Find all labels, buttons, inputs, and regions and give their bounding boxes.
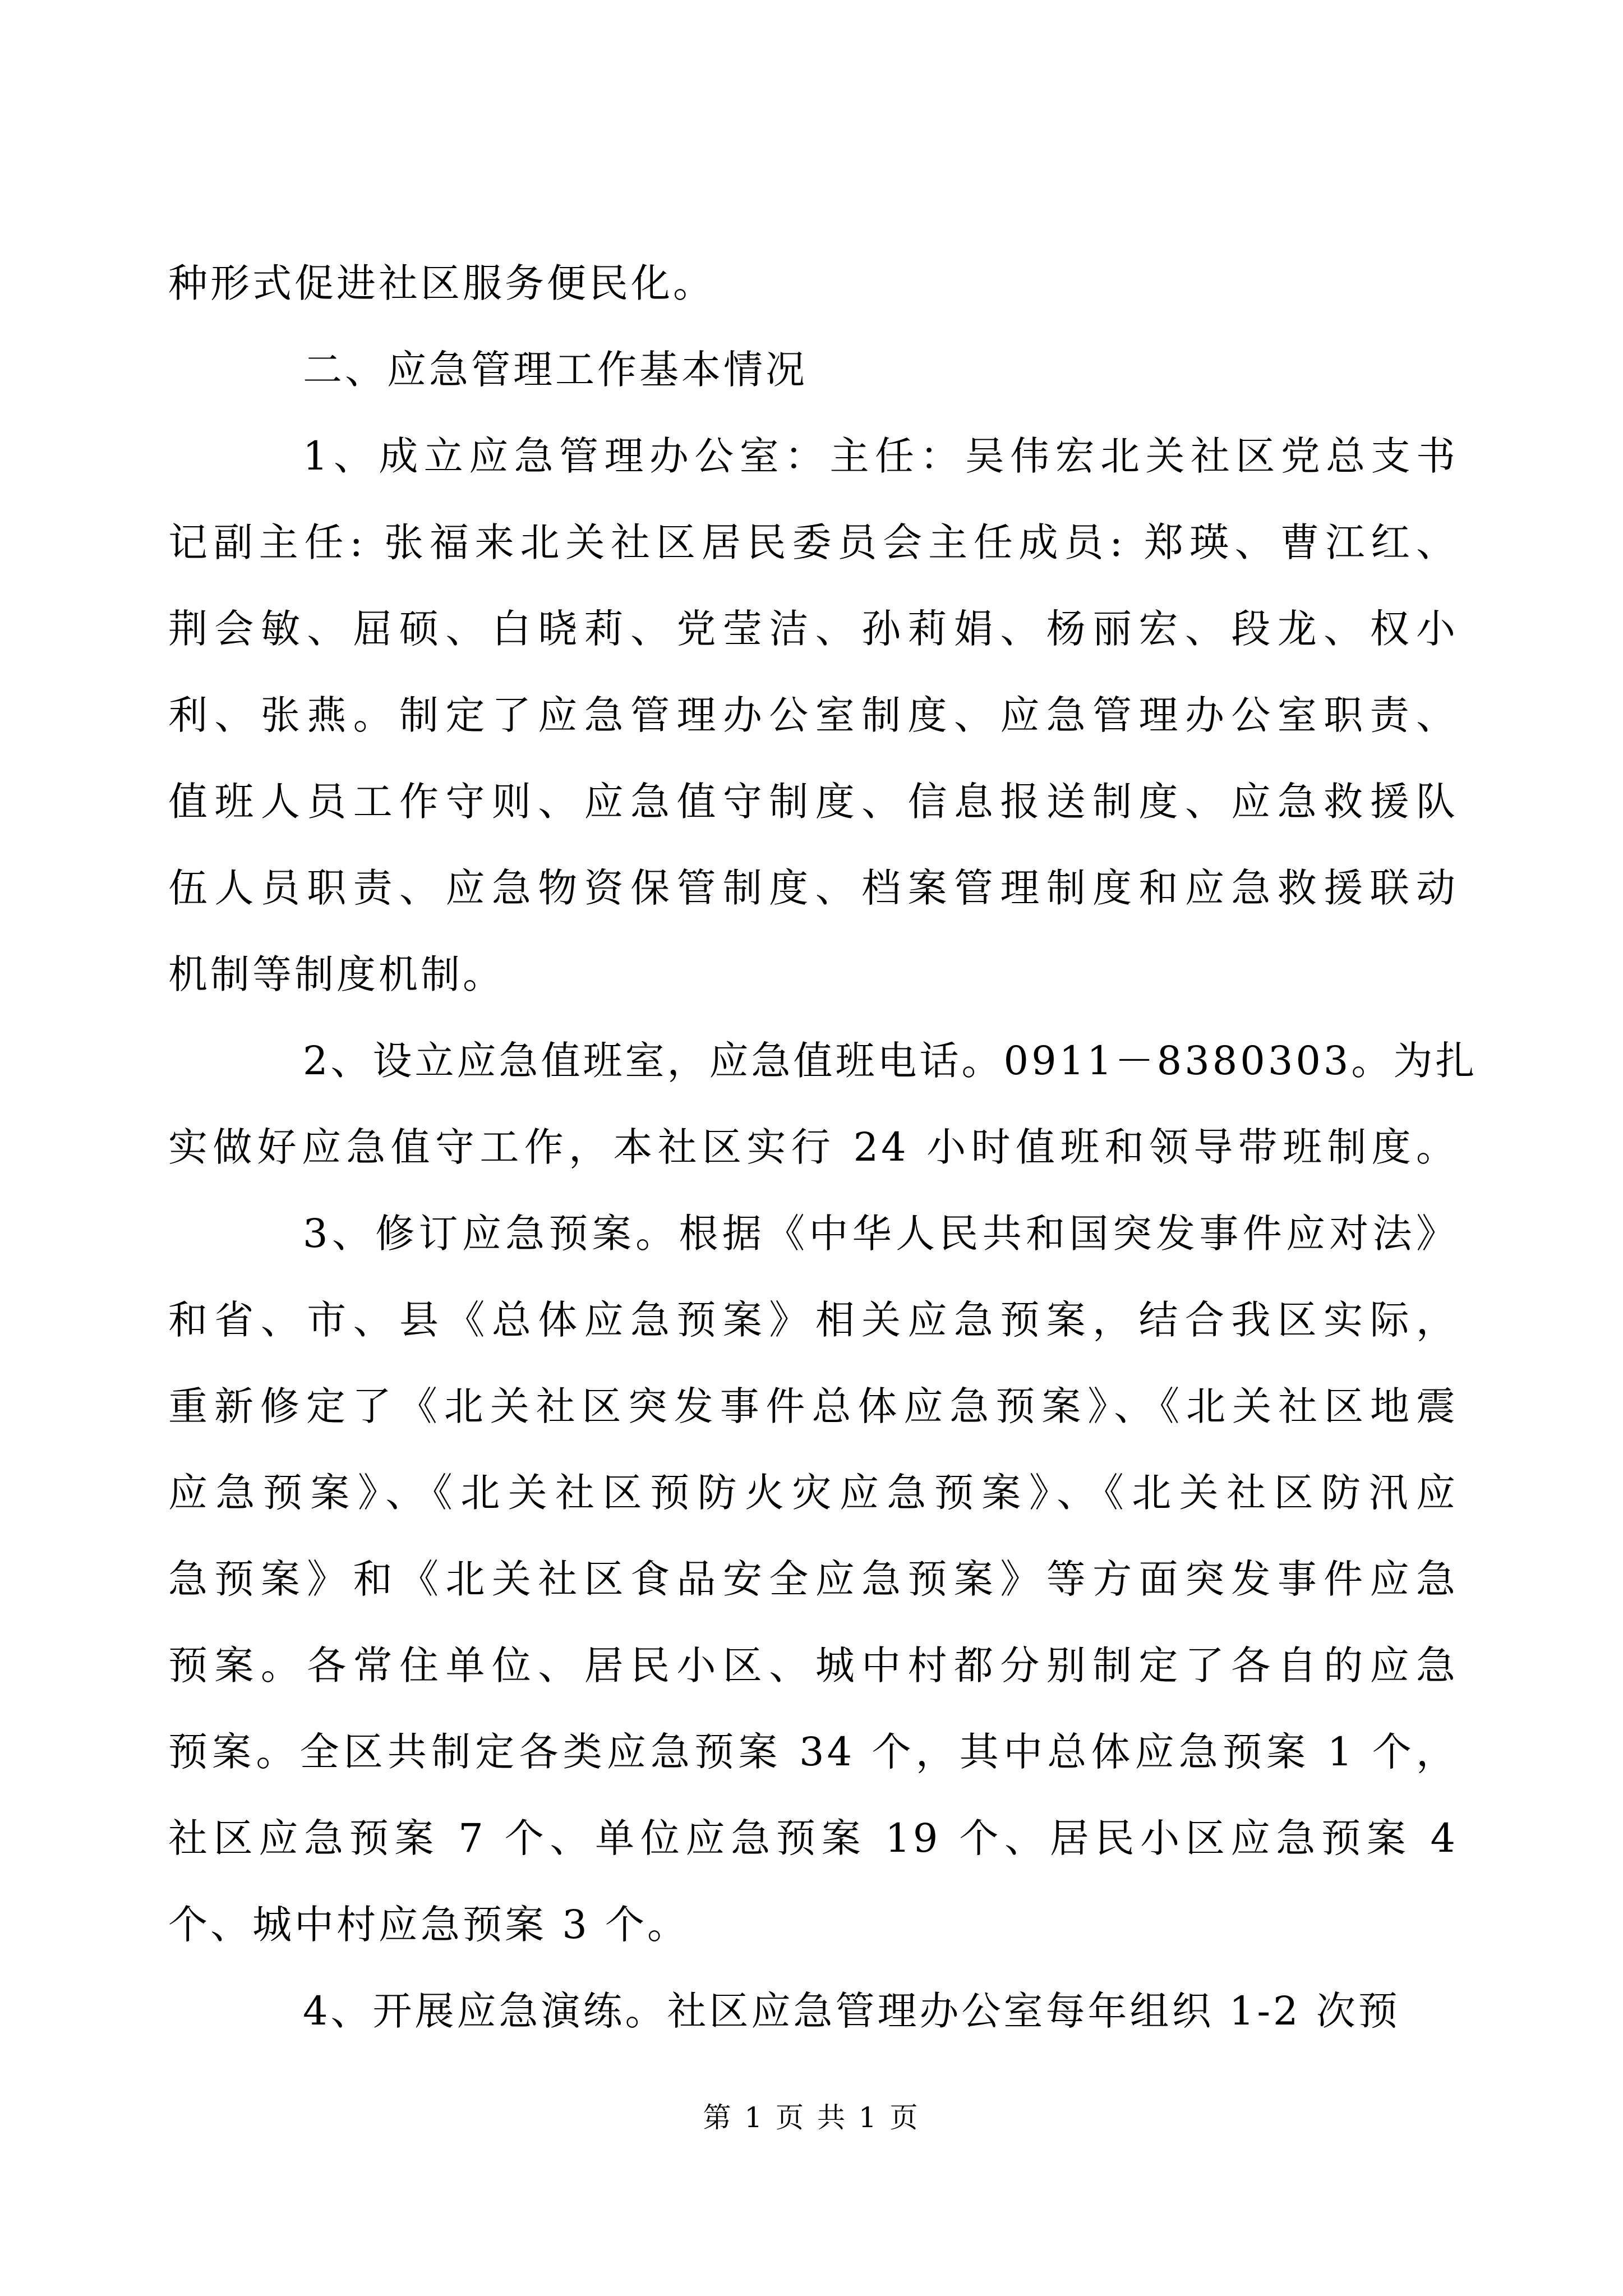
body-text-line: 社区应急预案 7 个、单位应急预案 19 个、居民小区应急预案 4	[168, 1815, 1458, 1861]
body-text-line: 预案。各常住单位、居民小区、城中村都分别制定了各自的应急	[168, 1642, 1458, 1688]
body-text-line: 个、城中村应急预案 3 个。	[168, 1902, 690, 1948]
body-text-line: 种形式促进社区服务便民化。	[168, 260, 715, 306]
body-text-line: 利、张燕。制定了应急管理办公室制度、应急管理办公室职责、	[168, 692, 1458, 738]
body-text-line: 记副主任: 张福来北关社区居民委员会主任成员: 郑瑛、曹江红、	[168, 519, 1458, 565]
body-text-line: 1、成立应急管理办公室：主任：吴伟宏北关社区党总支书	[303, 433, 1458, 479]
body-text-line: 机制等制度机制。	[168, 951, 505, 997]
body-text-line: 预案。全区共制定各类应急预案 34 个，其中总体应急预案 1 个，	[168, 1729, 1458, 1775]
body-text-line: 值班人员工作守则、应急值守制度、信息报送制度、应急救援队	[168, 779, 1458, 825]
body-text-line: 应急预案》、《北关社区预防火灾应急预案》、《北关社区防汛应	[168, 1470, 1458, 1516]
body-text-line: 荆会敏、屈硕、白晓莉、党莹洁、孙莉娟、杨丽宏、段龙、权小	[168, 606, 1458, 652]
body-text-line: 重新修定了《北关社区突发事件总体应急预案》、《北关社区地震	[168, 1383, 1458, 1429]
body-text-line: 实做好应急值守工作，本社区实行 24 小时值班和领导带班制度。	[168, 1124, 1458, 1170]
body-text-line: 3、修订应急预案。根据《中华人民共和国突发事件应对法》	[303, 1211, 1458, 1257]
page-footer: 第 1 页 共 1 页	[703, 2101, 920, 2134]
body-text-line: 和省、市、县《总体应急预案》相关应急预案，结合我区实际，	[168, 1297, 1458, 1343]
section-heading: 二、应急管理工作基本情况	[303, 347, 808, 393]
body-text-line: 2、设立应急值班室，应急值班电话。0911－8380303。为扎	[303, 1038, 1478, 1084]
body-text-line: 伍人员职责、应急物资保管制度、档案管理制度和应急救援联动	[168, 865, 1458, 911]
body-text-line: 急预案》和《北关社区食品安全应急预案》等方面突发事件应急	[168, 1556, 1458, 1602]
body-text-line: 4、开展应急演练。社区应急管理办公室每年组织 1-2 次预	[303, 1988, 1400, 2034]
